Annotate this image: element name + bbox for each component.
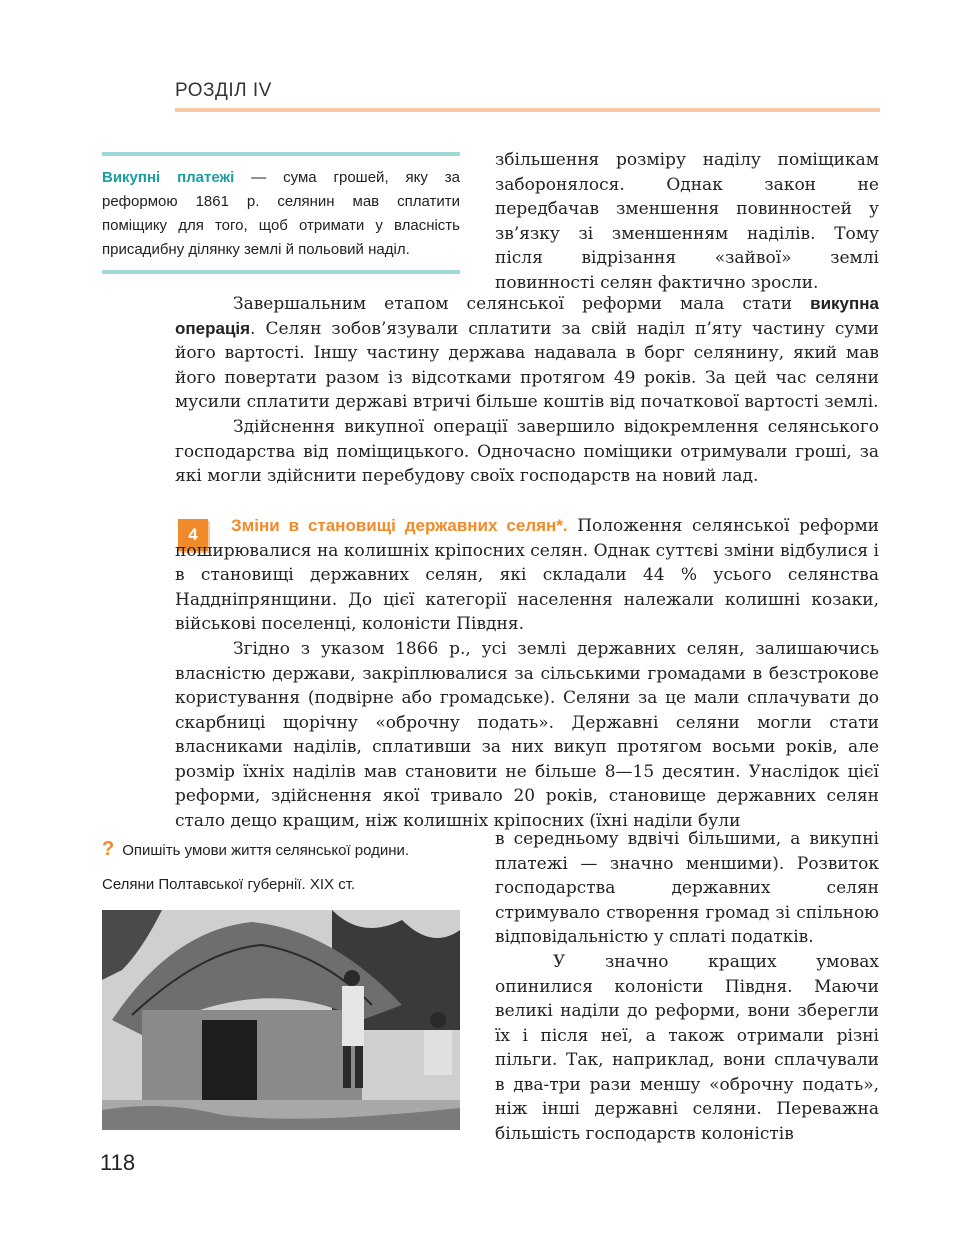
photo-caption: Селяни Полтавської губернії. XIX ст.	[102, 876, 356, 893]
question-prompt	[102, 838, 409, 861]
paragraph-decree-1866: Згідно з указом 1866 р., усі землі державних селян, залишаючись власністю держави, закріплювалися за сільськими громадами в безстрокове користування (подвірне або громадське). Селяни за це мали сплачувати до скарбниці щорічну «оброчну подать». Державні селяни могли стати власниками наділів, сплативши за них викуп протягом восьми років, але розмір їхніх наділів мав становити не більше 8—15 десятин. Унаслідок цієї реформи, здійснення якої тривало 20 років, становище державних селян стало дещо кращим, ніж колишніх кріпосних (їхні наділи були	[175, 639, 879, 831]
photo-illustration	[102, 910, 460, 1130]
section-number-badge: 4	[178, 519, 208, 551]
section-header: РОЗДІЛ IV	[175, 80, 272, 101]
paragraph-buyout-start: Завершальним етапом селянської реформи мала стати	[233, 294, 811, 314]
paragraph-colonists: У значно кращих умовах опинилися колоністи Півдня. Маючи великі наділи до реформи, вони зберегли їх і після неї, а також отримали різні пільги. Так, наприклад, вони сплачували в два-три рази меншу «оброчну подать», ніж інші державні селяни. Переважна більшість господарств колоністів	[495, 952, 879, 1144]
paragraph-decree-continued: в середньому вдвічі більшими, а викупні платежі — значно меншими). Розвиток господарства державних селян стримувало створення громад зі спільною відповідальністю у сплаті податків.	[495, 829, 879, 947]
question-mark-icon: ?	[102, 838, 115, 860]
paragraph-continued: збільшення розміру наділу поміщикам заборонялося. Однак закон не передбачав зменшення повинностей у зв’язку зі зменшенням наділів. Тому після відрізання «зайвої» землі повинності селян фактично зросли.	[495, 150, 879, 293]
definition-term: Викупні платежі	[102, 169, 235, 186]
header-divider	[175, 108, 880, 112]
section-4-title: Зміни в становищі державних селян*.	[231, 516, 568, 535]
paragraph-buyout-end: . Селян зобов’язували сплатити за свій наділ п’яту частину суми його вартості. Іншу частину держава надавала в борг селянину, який мав його повертати разом із відсотками протягом 49 років. За цей час селяни мусили сплатити державі втричі більше коштів від початкової вартості землі.	[175, 318, 879, 412]
section-4-paragraph	[175, 514, 879, 637]
question-text: Опишіть умови життя селянської родини.	[122, 842, 410, 859]
term-buyout-operation: викупна операція	[175, 294, 879, 338]
definition-box	[102, 152, 460, 274]
historical-photo	[102, 910, 460, 1130]
paragraph-buyout	[175, 292, 879, 415]
paragraph-separation: Здійснення викупної операції завершило відокремлення селянського господарства від поміщицького. Одночасно поміщики отримували гроші, за які могли здійснити перебудову своїх господарств на новий лад.	[175, 417, 879, 486]
section-4-text: Положення селянської реформи поширювалися на колишніх кріпосних селян. Однак суттєві зміни відбулися і в становищі державних селян, які складали 44 % усього селянства Наддніпрянщини. До цієї категорії населення належали колишні козаки, військові поселенці, колоністи Півдня.	[175, 516, 879, 634]
page-number: 118	[100, 1150, 136, 1175]
definition-text: — сума грошей, яку за реформою 1861 р. селянин мав сплатити поміщику для того, щоб отримати у власність присадибну ділянку землі й польовий наділ.	[102, 169, 460, 258]
